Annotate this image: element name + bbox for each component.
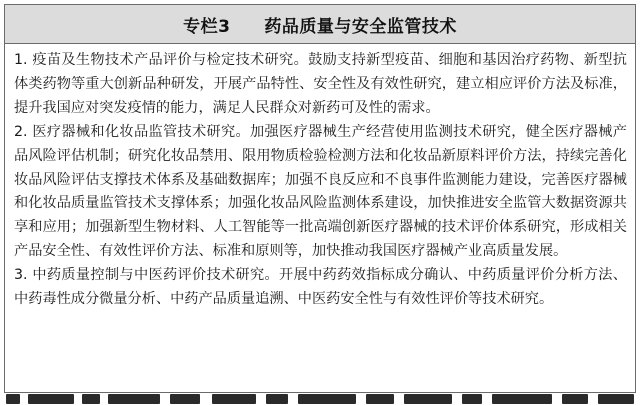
feature-box-body [5,44,635,312]
list-item: 1. 疫苗及生物技术产品评价与检定技术研究。鼓励支持新型疫苗、细胞和基因治疗药物、新型抗体类药物等重大创新品种研发，开展产品特性、安全性及有效性研究，建立相应评价方法及标准，提升我国应对突发疫情的能力，满足人民群众对新药可及性的需求。 [14,52,627,116]
feature-box [4,4,636,393]
list-item: 2. 医疗器械和化妆品监管技术研究。加强医疗器械生产经营使用监测技术研究，健全医疗器械产品风险评估机制；研究化妆品禁用、限用物质检验检测方法和化妆品新原料评价方法，持续完善化妆品风险评估支撑技术体系及基础数据库；加强不良反应和不良事件监测能力建设，完善医疗器械和化妆品质量监管技术支撑体系；加强化妆品风险监测体系建设，加快推进安全监管大数据资源共享和应用；加强新型生物材料、人工智能等一批高端创新医疗器械的技术评价体系研究，形成相关产品安全性、有效性评价方法、标准和原则等，加快推动我国医疗器械产业高质量发展。 [14,123,627,260]
feature-box-label: 专栏3 [183,16,231,37]
list-item: 3. 中药质量控制与中医药评价技术研究。开展中药药效指标成分确认、中药质量评价分析方法、中药毒性成分微量分析、中药产品质量追溯、中医药安全性与有效性评价等技术研究。 [14,267,627,308]
feature-box-header [5,5,635,44]
cut-off-text-line [0,393,642,406]
feature-box-title: 药品质量与安全监管技术 [264,16,457,37]
